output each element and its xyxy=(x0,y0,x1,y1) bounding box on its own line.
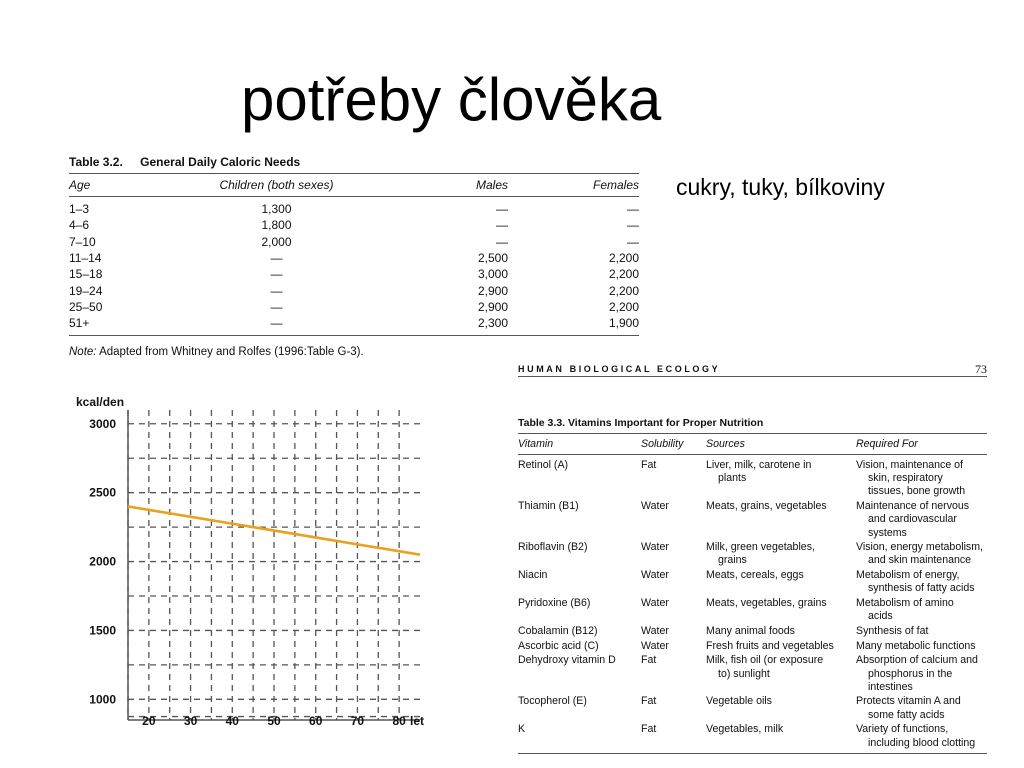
cell: — xyxy=(627,234,639,249)
x-tick-label: 40 xyxy=(225,714,239,728)
cell: — xyxy=(627,202,639,217)
cell-line: Meats, grains, vegetables xyxy=(706,500,827,513)
vitamin-cell xyxy=(518,654,641,694)
cell-line: Thiamin (B1) xyxy=(518,500,579,513)
table-row xyxy=(69,234,639,250)
table-row xyxy=(69,217,639,233)
solubility-cell xyxy=(641,695,706,721)
required-cell xyxy=(856,459,987,499)
sources-cell xyxy=(706,569,856,595)
header-required: Required For xyxy=(856,438,918,450)
cell-line: Metabolism of amino xyxy=(856,597,954,610)
cell: — xyxy=(270,283,283,298)
table-caption: Table 3.3. Vitamins Important for Proper Nutrition xyxy=(518,417,764,429)
table-row xyxy=(69,266,639,282)
table-row xyxy=(518,541,987,567)
cell-line: and cardiovascular xyxy=(868,513,957,526)
table-title: General Daily Caloric Needs xyxy=(140,155,301,169)
header-sources: Sources xyxy=(706,438,745,450)
cell: 19–24 xyxy=(69,283,103,298)
solubility-cell xyxy=(641,625,706,638)
table-note xyxy=(69,346,639,358)
cell-line: Fat xyxy=(641,459,657,471)
y-tick-label: 2500 xyxy=(89,485,116,500)
cell-line: Water xyxy=(641,500,669,513)
cell: 2,900 xyxy=(477,299,508,314)
table-row xyxy=(69,299,639,315)
solubility-cell xyxy=(641,541,706,567)
cell-line: Maintenance of nervous xyxy=(856,500,970,513)
cell: 7–10 xyxy=(69,234,96,249)
table-row xyxy=(69,201,639,217)
cell-line: and skin maintenance xyxy=(868,554,972,567)
solubility-cell xyxy=(641,459,706,499)
header-males: Males xyxy=(475,178,508,192)
divider xyxy=(518,753,987,754)
cell: 25–50 xyxy=(69,299,103,314)
cell-line: Niacin xyxy=(518,569,548,582)
table-row xyxy=(69,282,639,298)
table-row xyxy=(518,625,987,638)
cell-line: Cobalamin (B12) xyxy=(518,624,598,637)
table-row xyxy=(518,654,987,694)
cell: 4–6 xyxy=(69,218,90,233)
sources-cell xyxy=(706,459,856,499)
slide-title: potřeby člověka xyxy=(241,66,662,133)
header-age: Age xyxy=(69,178,91,192)
cell: — xyxy=(270,316,283,331)
sources-cell xyxy=(706,500,856,540)
vitamin-cell xyxy=(518,695,641,721)
sources-cell xyxy=(706,625,856,638)
sources-cell xyxy=(706,597,856,623)
table-header xyxy=(69,174,639,196)
cell: 2,200 xyxy=(608,251,639,266)
vitamin-cell xyxy=(518,569,641,595)
cell-line: Fat xyxy=(641,695,657,708)
cell-line: skin, respiratory xyxy=(868,472,943,485)
cell-line: Protects vitamin A and xyxy=(856,695,961,708)
cell-line: Meats, vegetables, grains xyxy=(706,597,827,610)
cell-line: Water xyxy=(641,597,669,610)
vitamin-cell xyxy=(518,597,641,623)
cell-line: synthesis of fatty acids xyxy=(868,582,975,595)
cell-line: including blood clotting xyxy=(868,736,976,749)
cell-line: Meats, cereals, eggs xyxy=(706,569,804,582)
cell: 1,800 xyxy=(261,218,292,233)
header-vitamin: Vitamin xyxy=(518,438,554,450)
cell-line: Metabolism of energy, xyxy=(856,569,960,582)
cell-line: Dehydroxy vitamin D xyxy=(518,654,616,667)
cell-line: Tocopherol (E) xyxy=(518,695,587,708)
cell-line: K xyxy=(518,723,526,736)
cell-line: Absorption of calcium and xyxy=(856,654,978,667)
table-header xyxy=(518,434,987,454)
header-solubility: Solubility xyxy=(641,438,684,450)
divider xyxy=(69,335,639,336)
required-cell xyxy=(856,569,987,595)
solubility-cell xyxy=(641,640,706,653)
note-label: Note: xyxy=(69,346,97,359)
cell-line: acids xyxy=(868,610,893,623)
cell: 1,900 xyxy=(608,316,639,331)
table-caption xyxy=(69,155,639,173)
cell: 1–3 xyxy=(69,202,90,217)
cell-line: Water xyxy=(641,624,669,637)
cell-line: Water xyxy=(641,639,669,652)
table-row xyxy=(518,640,987,653)
solubility-cell xyxy=(641,597,706,623)
calorie-chart xyxy=(60,380,440,740)
table-row xyxy=(518,459,987,499)
vitamin-cell xyxy=(518,459,641,499)
cell-line: Milk, green vegetables, xyxy=(706,541,815,554)
vitamin-cell xyxy=(518,500,641,540)
cell-line: Ascorbic acid (C) xyxy=(518,639,599,652)
cell-line: Synthesis of fat xyxy=(856,624,929,637)
cell-line: Variety of functions, xyxy=(856,723,949,736)
sources-cell xyxy=(706,723,856,749)
cell: — xyxy=(496,234,508,249)
cell-line: tissues, bone growth xyxy=(868,485,966,498)
sources-cell xyxy=(706,640,856,653)
divider xyxy=(518,376,987,377)
table-row xyxy=(518,695,987,721)
y-tick-label: 2000 xyxy=(89,554,116,569)
solubility-cell xyxy=(641,569,706,595)
cell: 2,300 xyxy=(477,316,508,331)
cell-line: Fat xyxy=(641,723,657,736)
vitamin-cell xyxy=(518,640,641,653)
cell: 2,200 xyxy=(608,299,639,314)
note-text: Adapted from Whitney and Rolfes (1996:Table G-3). xyxy=(99,346,364,359)
cell-line: Vegetable oils xyxy=(706,695,772,708)
x-tick-label: 80 xyxy=(392,714,406,728)
cell: — xyxy=(496,202,508,217)
required-cell xyxy=(856,695,987,721)
cell-line: Many metabolic functions xyxy=(856,639,976,652)
cell-line: Water xyxy=(641,569,669,582)
table-row xyxy=(518,500,987,540)
cell: 2,200 xyxy=(608,267,639,282)
cell-line: grains xyxy=(718,554,747,567)
x-tick-label: 60 xyxy=(309,714,323,728)
vitamin-cell xyxy=(518,625,641,638)
solubility-cell xyxy=(641,723,706,749)
required-cell xyxy=(856,500,987,540)
x-tick-label: 70 xyxy=(350,714,365,728)
book-header xyxy=(518,362,987,376)
vitamin-cell xyxy=(518,541,641,567)
sources-cell xyxy=(706,695,856,721)
cell-line: systems xyxy=(868,526,907,539)
cell-line: Pyridoxine (B6) xyxy=(518,597,591,610)
cell-line: phosphorus in the xyxy=(868,667,953,680)
table-row xyxy=(518,569,987,595)
cell: 2,200 xyxy=(608,283,639,298)
cell: — xyxy=(496,218,508,233)
cell: — xyxy=(270,299,283,314)
page-number: 73 xyxy=(975,361,987,376)
cell-line: Fat xyxy=(641,654,657,667)
vitamin-cell xyxy=(518,723,641,749)
cell-line: intestines xyxy=(868,680,913,693)
solubility-cell xyxy=(641,500,706,540)
caloric-needs-table xyxy=(69,155,639,358)
cell: 11–14 xyxy=(69,251,102,266)
header-children: Children (both sexes) xyxy=(219,178,334,192)
y-tick-label: 1500 xyxy=(89,623,116,638)
cell-line: Many animal foods xyxy=(706,624,795,637)
sources-cell xyxy=(706,541,856,567)
slide-subtitle: cukry, tuky, bílkoviny xyxy=(676,174,885,200)
solubility-cell xyxy=(641,654,706,694)
x-tick-label: 20 xyxy=(142,714,156,728)
required-cell xyxy=(856,654,987,694)
table-body xyxy=(518,455,987,750)
y-axis-label: kcal/den xyxy=(76,395,125,409)
cell-line: Water xyxy=(641,541,669,554)
cell-line: Milk, fish oil (or exposure xyxy=(706,654,824,667)
cell-line: Liver, milk, carotene in xyxy=(706,459,812,471)
table-row xyxy=(518,597,987,623)
cell: 2,500 xyxy=(477,251,508,266)
cell: 15–18 xyxy=(69,267,103,282)
cell: — xyxy=(627,218,639,233)
cell-line: Riboflavin (B2) xyxy=(518,541,588,554)
required-cell xyxy=(856,640,987,653)
cell-line: Vision, energy metabolism, xyxy=(856,541,983,554)
table-number: Table 3.2. xyxy=(69,155,123,169)
y-tick-label: 3000 xyxy=(89,416,116,431)
x-tick-label: 50 xyxy=(267,714,281,728)
x-tick-label: 30 xyxy=(183,714,198,728)
cell-line: Fresh fruits and vegetables xyxy=(706,639,834,652)
table-row xyxy=(69,250,639,266)
cell-line: some fatty acids xyxy=(868,708,945,721)
cell: — xyxy=(270,267,283,282)
cell: — xyxy=(270,251,283,266)
cell: 3,000 xyxy=(477,267,508,282)
cell-line: to) sunlight xyxy=(718,667,770,680)
cell-line: Vegetables, milk xyxy=(706,723,784,736)
required-cell xyxy=(856,723,987,749)
required-cell xyxy=(856,541,987,567)
vitamins-table xyxy=(518,362,987,754)
table-row xyxy=(69,315,639,331)
cell: 2,000 xyxy=(261,234,292,249)
cell-line: plants xyxy=(718,472,747,485)
sources-cell xyxy=(706,654,856,694)
y-tick-label: 1000 xyxy=(89,692,116,707)
x-axis-label: let xyxy=(410,714,425,728)
cell: 51+ xyxy=(69,316,90,331)
cell: 1,300 xyxy=(261,202,292,217)
book-title: HUMAN BIOLOGICAL ECOLOGY xyxy=(518,364,721,374)
cell-line: Vision, maintenance of xyxy=(856,459,963,471)
required-cell xyxy=(856,597,987,623)
cell-line: Retinol (A) xyxy=(518,459,569,471)
required-cell xyxy=(856,625,987,638)
cell: 2,900 xyxy=(477,283,508,298)
header-females: Females xyxy=(592,178,639,192)
table-row xyxy=(518,723,987,749)
